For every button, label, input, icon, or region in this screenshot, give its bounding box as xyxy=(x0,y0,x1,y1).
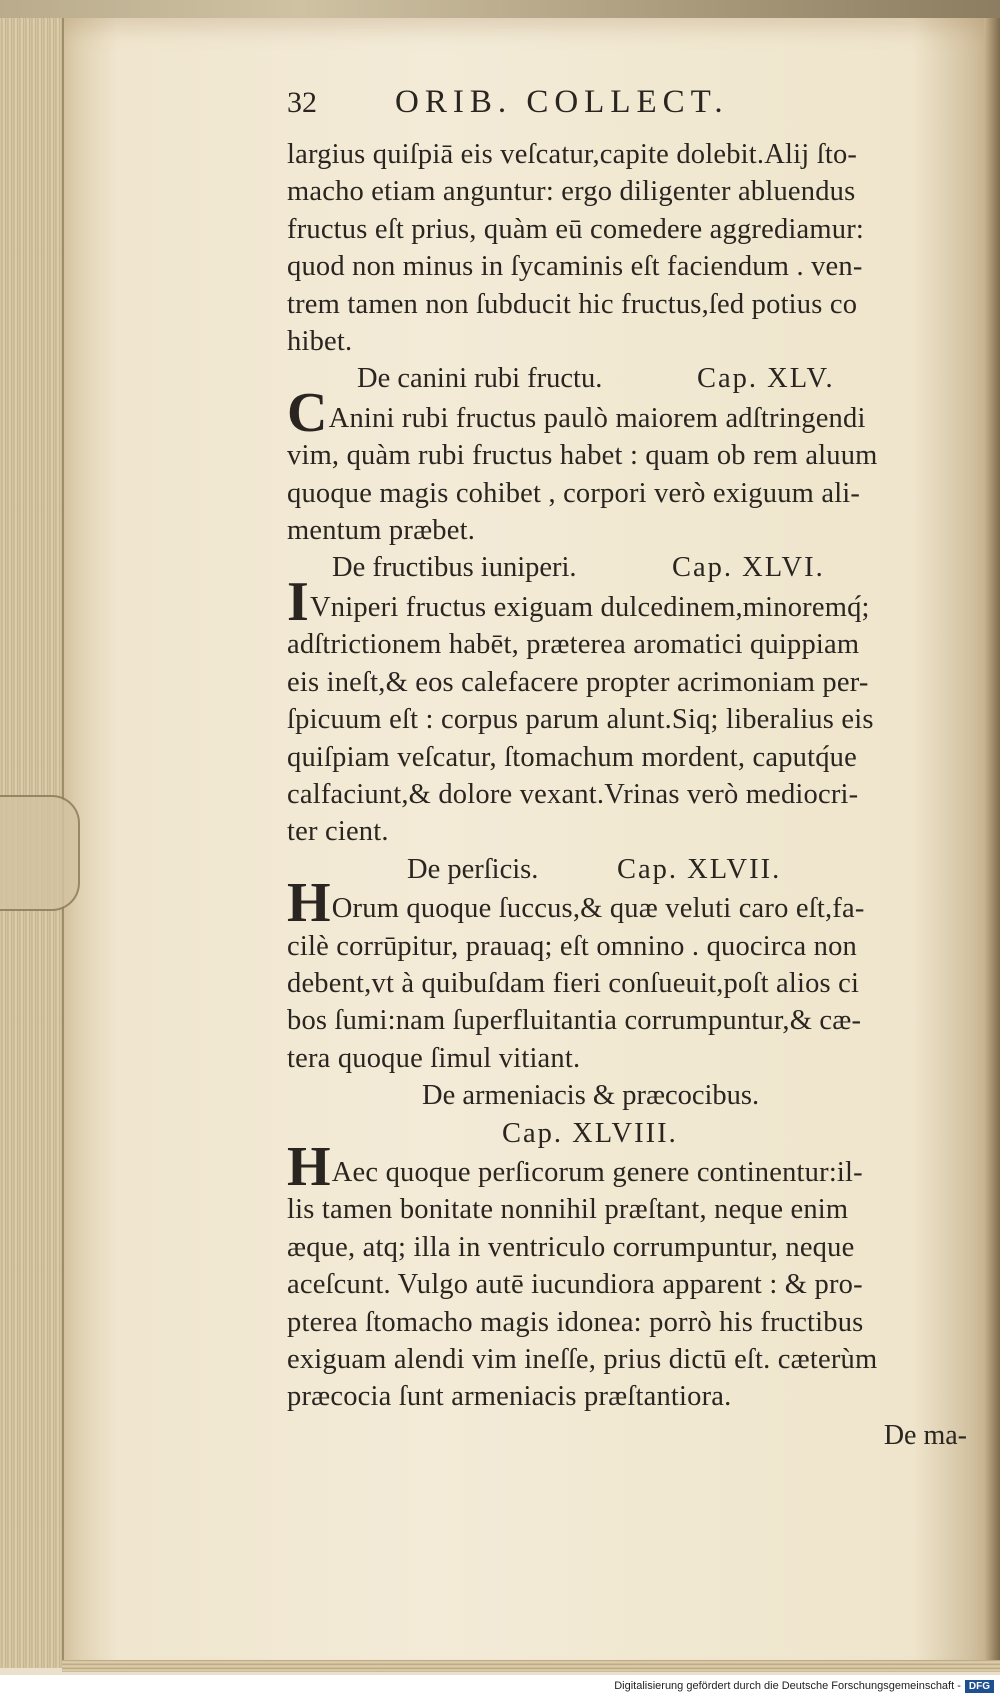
page-text xyxy=(287,84,977,1456)
chapter-title: De canini rubi fructu. xyxy=(357,363,603,395)
chapter-number-line xyxy=(287,1115,977,1152)
running-title: ORIB. COLLECT. xyxy=(395,84,729,120)
chapter-heading xyxy=(287,549,977,586)
first-line-text: Orum quoque ſuccus,& quæ veluti caro eſt,fa- xyxy=(331,893,865,925)
text-line: adſtrictionem habēt, præterea aromatici quippiam xyxy=(287,629,860,661)
text-line: ſpicuum eſt : corpus parum alunt.Siq; liberalius eis xyxy=(287,704,874,736)
chapter-number: Cap. XLVII. xyxy=(617,853,782,885)
dfg-logo: DFG xyxy=(965,1680,994,1693)
text-line: trem tamen non ſubducit hic fructus,ſed potius co xyxy=(287,288,858,320)
initial-letter: I xyxy=(287,570,309,633)
first-line-text: Vniperi fructus exiguam dulcedinem,minoremq́; xyxy=(310,591,870,623)
catchword: De ma- xyxy=(883,1419,967,1451)
text-line xyxy=(287,872,977,935)
chapter-number: Cap. XLVI. xyxy=(672,552,825,584)
initial-letter: H xyxy=(287,872,331,935)
chapter-number: Cap. XLVIII. xyxy=(502,1117,678,1149)
text-line: fructus eſt prius, quàm eū comedere aggrediamur: xyxy=(287,213,865,245)
chapter-number: Cap. XLV. xyxy=(697,363,835,395)
chapter-title: De fructibus iuniperi. xyxy=(332,552,577,584)
paragraph-continuation xyxy=(287,136,977,360)
text-line: quoque magis cohibet , corpori verò exiguum ali- xyxy=(287,477,861,509)
text-line: aceſcunt. Vulgo autē iucundiora apparent : & pro- xyxy=(287,1269,863,1301)
text-line: tera quoque ſimul vitiant. xyxy=(287,1042,581,1074)
chapter-title: De perſicis. xyxy=(407,853,539,885)
chapter-heading xyxy=(287,851,977,888)
text-line: quiſpiam veſcatur, ſtomachum mordent, caputq́ue xyxy=(287,741,857,773)
page-number: 32 xyxy=(287,86,317,119)
text-line: hibet. xyxy=(287,326,353,358)
text-line: æque, atq; illa in ventriculo corrumpuntur, neque xyxy=(287,1231,855,1263)
chapter-title: De armeniacis & præcocibus. xyxy=(422,1080,760,1112)
text-line: quod non minus in ſycaminis eſt faciendum . ven- xyxy=(287,251,863,283)
paper-tab-marker xyxy=(0,795,80,911)
text-line: eis ineſt,& eos calefacere propter acrimoniam per- xyxy=(287,666,869,698)
initial-letter: H xyxy=(287,1135,331,1198)
running-head xyxy=(287,84,977,136)
text-line: calfaciunt,& dolore vexant.Vrinas verò mediocri- xyxy=(287,778,859,810)
first-line-text: Anini rubi fructus paulò maiorem adſtringendi xyxy=(328,402,866,434)
text-line: ter cient. xyxy=(287,816,389,848)
text-line: vim, quàm rubi fructus habet : quam ob rem aluum xyxy=(287,440,878,472)
chapter-title-line xyxy=(287,1077,977,1114)
text-line: debent,vt à quibuſdam fieri conſueuit,poſt alios ci xyxy=(287,967,860,999)
text-line xyxy=(287,1135,977,1198)
text-line xyxy=(287,381,977,444)
text-line: lis tamen bonitate nonnihil præſtant, neque enim xyxy=(287,1194,849,1226)
initial-letter: C xyxy=(287,381,328,444)
page-bottom-edge xyxy=(62,1660,1000,1672)
text-line: cilè corrūpitur, prauaq; eſt omnino . quocirca non xyxy=(287,930,857,962)
footer-credit: Digitalisierung gefördert durch die Deutsche Forschungsgemeinschaft - xyxy=(614,1680,961,1692)
digitization-footer xyxy=(0,1675,1000,1697)
text-line: pterea ſtomacho magis idonea: porrò his fructibus xyxy=(287,1306,864,1338)
text-line: exiguam alendi vim ineſſe, prius dictū eſt. cæterùm xyxy=(287,1344,878,1375)
text-line xyxy=(287,570,977,633)
text-line: præcocia ſunt armeniacis præſtantiora. xyxy=(287,1381,732,1413)
text-line: macho etiam anguntur: ergo diligenter abluendus xyxy=(287,176,856,208)
chapter-heading xyxy=(287,360,977,397)
text-line: largius quiſpiā eis veſcatur,capite dolebit.Alij ſto- xyxy=(287,139,858,170)
binding-gutter xyxy=(984,18,1000,1668)
text-line: bos ſumi:nam ſuperfluitantia corrumpuntur,& cæ- xyxy=(287,1005,862,1037)
text-line: mentum præbet. xyxy=(287,515,476,547)
first-line-text: Aec quoque perſicorum genere continentur:il- xyxy=(331,1156,863,1188)
